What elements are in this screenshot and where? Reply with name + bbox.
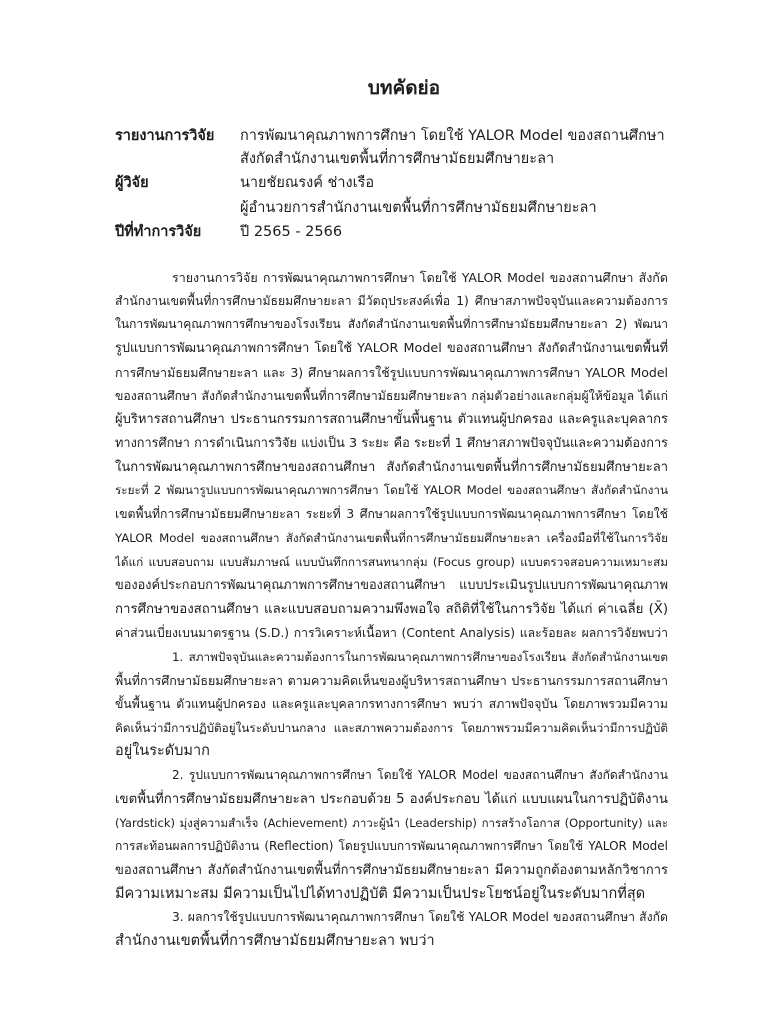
- finding-1-line: 1. สภาพปัจจุบันและความต้องการในการพัฒนาคุณภาพการศึกษาของโรงเรียน สังกัดสำนักงานเขต: [172, 649, 668, 664]
- finding-3-line: สำนักงานเขตพื้นที่การศึกษามัธยมศึกษายะลา พบว่า: [115, 933, 435, 950]
- finding-2-line: 2. รูปแบบการพัฒนาคุณภาพการศึกษา โดยใช้ YALOR Model ของสถานศึกษา สังกัดสำนักงาน: [172, 768, 668, 783]
- abstract-line: ผู้บริหารสถานศึกษา ประธานกรรมการสถานศึกษาขั้นพื้นฐาน ตัวแทนผู้ปกครอง และครูและบุคลากร: [115, 412, 668, 428]
- abstract-line: ได้แก่ แบบสอบถาม แบบสัมภาษณ์ แบบบันทึกการสนทนากลุ่ม (Focus group) แบบตรวจสอบความเหมาะสม: [115, 554, 668, 569]
- finding-2-line: ของสถานศึกษา สังกัดสำนักงานเขตพื้นที่การศึกษามัธยมศึกษายะลา มีความถูกต้องตามหลักวิชาการ: [115, 862, 668, 878]
- finding-1-line: ขั้นพื้นฐาน ตัวแทนผู้ปกครอง และครูและบุคลากรทางการศึกษา พบว่า สภาพปัจจุบัน โดยภาพรวมมีความ: [115, 696, 668, 711]
- abstract-line: YALOR Model ของสถานศึกษา สังกัดสำนักงานเขตพื้นที่การศึกษามัธยมศึกษายะลา เครื่องมือที่ใช้ในการวิจัย: [115, 530, 668, 545]
- finding-2-line: มีความเหมาะสม มีความเป็นไปได้ทางปฏิบัติ มีความเป็นประโยชน์อยู่ในระดับมากที่สุด: [115, 885, 646, 902]
- abstract-line: สำนักงานเขตพื้นที่การศึกษามัธยมศึกษายะลา มีวัตถุประสงค์เพื่อ 1) ศึกษาสภาพปัจจุบันและความต้องการ: [115, 293, 668, 308]
- meta-label-year: ปีที่ทำการวิจัย: [115, 224, 202, 240]
- finding-1-line: พื้นที่การศึกษามัธยมศึกษายะลา ตามความคิดเห็นของผู้บริหารสถานศึกษา ประธานกรรมการสถานศึกษา: [115, 673, 668, 689]
- abstract-line: ระยะที่ 2 พัฒนารูปแบบการพัฒนาคุณภาพการศึกษา โดยใช้ YALOR Model ของสถานศึกษา สังกัดสำนักงาน: [115, 483, 668, 498]
- abstract-line: ของสถานศึกษา สังกัดสำนักงานเขตพื้นที่การศึกษามัธยมศึกษายะลา กลุ่มตัวอย่างและกลุ่มผู้ให้ข้อมูล ได้แก่: [115, 388, 668, 403]
- finding-3-line: 3. ผลการใช้รูปแบบการพัฒนาคุณภาพการศึกษา โดยใช้ YALOR Model ของสถานศึกษา สังกัด: [172, 910, 668, 925]
- abstract-line: เขตพื้นที่การศึกษามัธยมศึกษายะลา ระยะที่ 3 ศึกษาผลการใช้รูปแบบการพัฒนาคุณภาพการศึกษา โดยใช้: [115, 507, 668, 522]
- abstract-line: ในการพัฒนาคุณภาพการศึกษาของโรงเรียน สังกัดสำนักงานเขตพื้นที่การศึกษามัธยมศึกษายะลา 2) พัฒนา: [115, 317, 668, 332]
- abstract-body: [115, 266, 668, 954]
- abstract-line: รายงานการวิจัย การพัฒนาคุณภาพการศึกษา โดยใช้ YALOR Model ของสถานศึกษา สังกัด: [172, 270, 668, 285]
- finding-1-line: คิดเห็นว่ามีการปฏิบัติอยู่ในระดับปานกลาง และสภาพความต้องการ โดยภาพรวมมีความคิดเห็นว่ามีการปฏิบัติ: [115, 720, 668, 735]
- meta-value-researcher-name: นายชัยณรงค์ ช่างเรือ: [240, 175, 375, 191]
- finding-2-line: (Yardstick) มุ่งสู่ความสำเร็จ (Achievement) ภาวะผู้นำ (Leadership) การสร้างโอกาส (Opportunity) และ: [115, 815, 668, 830]
- meta-value-report-title: การพัฒนาคุณภาพการศึกษา โดยใช้ YALOR Model ของสถานศึกษา: [240, 128, 665, 144]
- meta-label-report: รายงานการวิจัย: [115, 128, 215, 144]
- abstract-line: การศึกษาของสถานศึกษา และแบบสอบถามความพึงพอใจ สถิติที่ใช้ในการวิจัย ได้แก่ ค่าเฉลี่ย (X̄): [115, 602, 668, 618]
- abstract-line: การศึกษามัธยมศึกษายะลา และ 3) ศึกษาผลการใช้รูปแบบการพัฒนาคุณภาพการศึกษา YALOR Model: [115, 364, 668, 380]
- abstract-line: ค่าส่วนเบี่ยงเบนมาตรฐาน (S.D.) การวิเคราะห์เนื้อหา (Content Analysis) และร้อยละ ผลการวิจัยพบว่า: [115, 625, 668, 640]
- meta-value-researcher-position: ผู้อำนวยการสำนักงานเขตพื้นที่การศึกษามัธยมศึกษายะลา: [240, 200, 597, 216]
- abstract-line: รูปแบบการพัฒนาคุณภาพการศึกษา โดยใช้ YALOR Model ของสถานศึกษา สังกัดสำนักงานเขตพื้นที่: [115, 341, 668, 357]
- page-title: บทคัดย่อ: [367, 77, 441, 99]
- finding-1-line: อยู่ในระดับมาก: [115, 743, 210, 760]
- abstract-line: ทางการศึกษา การดำเนินการวิจัย แบ่งเป็น 3 ระยะ คือ ระยะที่ 1 ศึกษาสภาพปัจจุบันและความต้องการ: [115, 436, 668, 452]
- meta-label-researcher: ผู้วิจัย: [115, 175, 149, 191]
- finding-2-line: เขตพื้นที่การศึกษามัธยมศึกษายะลา ประกอบด้วย 5 องค์ประกอบ ได้แก่ แบบแผนในการปฏิบัติงาน: [115, 791, 668, 807]
- abstract-line: ในการพัฒนาคุณภาพการศึกษาของสถานศึกษา สังกัดสำนักงานเขตพื้นที่การศึกษามัธยมศึกษายะลา: [115, 459, 668, 475]
- finding-2-line: การสะท้อนผลการปฏิบัติงาน (Reflection) โดยรูปแบบการพัฒนาคุณภาพการศึกษา โดยใช้ YALOR Model: [115, 839, 668, 854]
- meta-value-year: ปี 2565 - 2566: [240, 224, 343, 240]
- abstract-line: ขององค์ประกอบการพัฒนาคุณภาพการศึกษาของสถานศึกษา แบบประเมินรูปแบบการพัฒนาคุณภาพ: [115, 578, 668, 594]
- meta-value-report-affiliation: สังกัดสำนักงานเขตพื้นที่การศึกษามัธยมศึกษายะลา: [240, 151, 555, 167]
